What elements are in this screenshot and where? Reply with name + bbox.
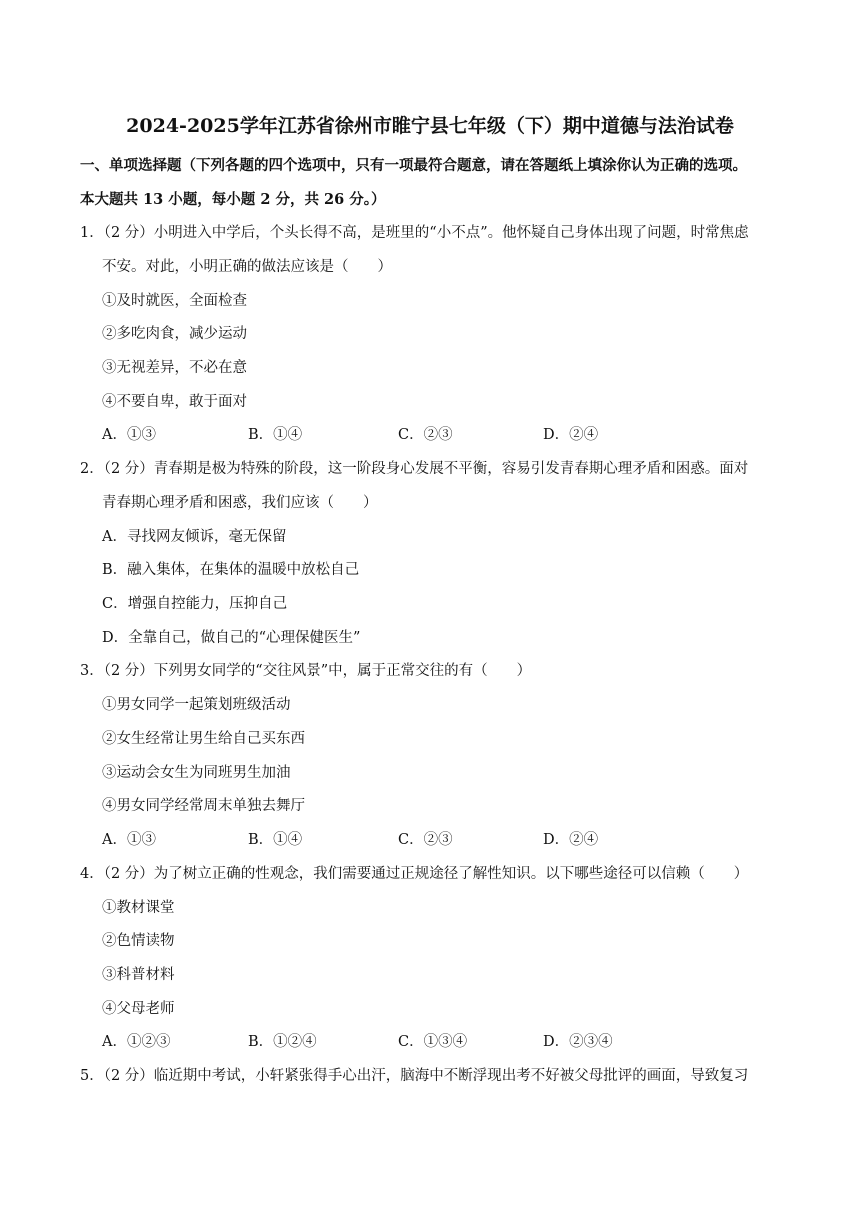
statement-item: ③运动会女生为同班男生加油 bbox=[102, 765, 291, 781]
option-d: D．②④ bbox=[543, 427, 599, 443]
question-stem: 4．（2 分）为了树立正确的性观念，我们需要通过正规途径了解性知识。以下哪些途径可以信赖（ ） bbox=[80, 866, 749, 882]
section-heading: 一、单项选择题（下列各题的四个选项中，只有一项最符合题意，请在答题纸上填涂你认为正确的选项。 bbox=[80, 157, 747, 174]
option-a: A．①②③ bbox=[102, 1034, 171, 1050]
statement-item: ①男女同学一起策划班级活动 bbox=[102, 697, 291, 713]
answer-options bbox=[102, 424, 702, 446]
option-c: C．②③ bbox=[398, 832, 453, 848]
option-b: B．①④ bbox=[248, 427, 303, 443]
option-b: B．①④ bbox=[248, 832, 303, 848]
answer-options bbox=[102, 829, 702, 851]
option-a: A．①③ bbox=[102, 832, 156, 848]
option-b: B．融入集体，在集体的温暖中放松自己 bbox=[102, 562, 360, 578]
option-c: C．②③ bbox=[398, 427, 453, 443]
option-c: C．①③④ bbox=[398, 1034, 468, 1050]
option-d: D．②④ bbox=[543, 832, 599, 848]
option-a: A．寻找网友倾诉，毫无保留 bbox=[102, 529, 287, 545]
question-stem: 3．（2 分）下列男女同学的“交往风景”中，属于正常交往的有（ ） bbox=[80, 663, 532, 679]
option-a: A．①③ bbox=[102, 427, 156, 443]
question-stem: 2．（2 分）青春期是极为特殊的阶段，这一阶段身心发展不平衡，容易引发青春期心理矛盾和困惑。面对 bbox=[80, 461, 749, 477]
question-stem-cont: 不安。对此，小明正确的做法应该是（ ） bbox=[102, 259, 392, 275]
page-title: 2024-2025学年江苏省徐州市睢宁县七年级（下）期中道德与法治试卷 bbox=[126, 115, 734, 137]
answer-options bbox=[102, 1031, 702, 1053]
statement-item: ②色情读物 bbox=[102, 933, 175, 949]
statement-item: ①教材课堂 bbox=[102, 900, 175, 916]
statement-item: ④不要自卑，敢于面对 bbox=[102, 394, 247, 410]
statement-item: ①及时就医，全面检查 bbox=[102, 293, 247, 309]
statement-item: ②女生经常让男生给自己买东西 bbox=[102, 731, 305, 747]
statement-item: ③无视差异，不必在意 bbox=[102, 360, 247, 376]
statement-item: ②多吃肉食，减少运动 bbox=[102, 326, 247, 342]
question-stem: 1．（2 分）小明进入中学后，个头长得不高，是班里的“小不点”。他怀疑自己身体出现了问题，时常焦虑 bbox=[80, 225, 749, 241]
statement-item: ④父母老师 bbox=[102, 1001, 175, 1017]
option-b: B．①②④ bbox=[248, 1034, 317, 1050]
statement-item: ④男女同学经常周末单独去舞厅 bbox=[102, 798, 305, 814]
option-d: D．②③④ bbox=[543, 1034, 613, 1050]
question-stem: 5．（2 分）临近期中考试，小轩紧张得手心出汗，脑海中不断浮现出考不好被父母批评的画面，导致复习 bbox=[80, 1068, 749, 1084]
section-heading-cont: 本大题共 13 小题，每小题 2 分，共 26 分。） bbox=[80, 191, 386, 208]
question-stem-cont: 青春期心理矛盾和困惑，我们应该（ ） bbox=[102, 495, 378, 511]
statement-item: ③科普材料 bbox=[102, 967, 175, 983]
option-c: C．增强自控能力，压抑自己 bbox=[102, 596, 288, 612]
option-d: D．全靠自己，做自己的“心理保健医生” bbox=[102, 630, 361, 646]
